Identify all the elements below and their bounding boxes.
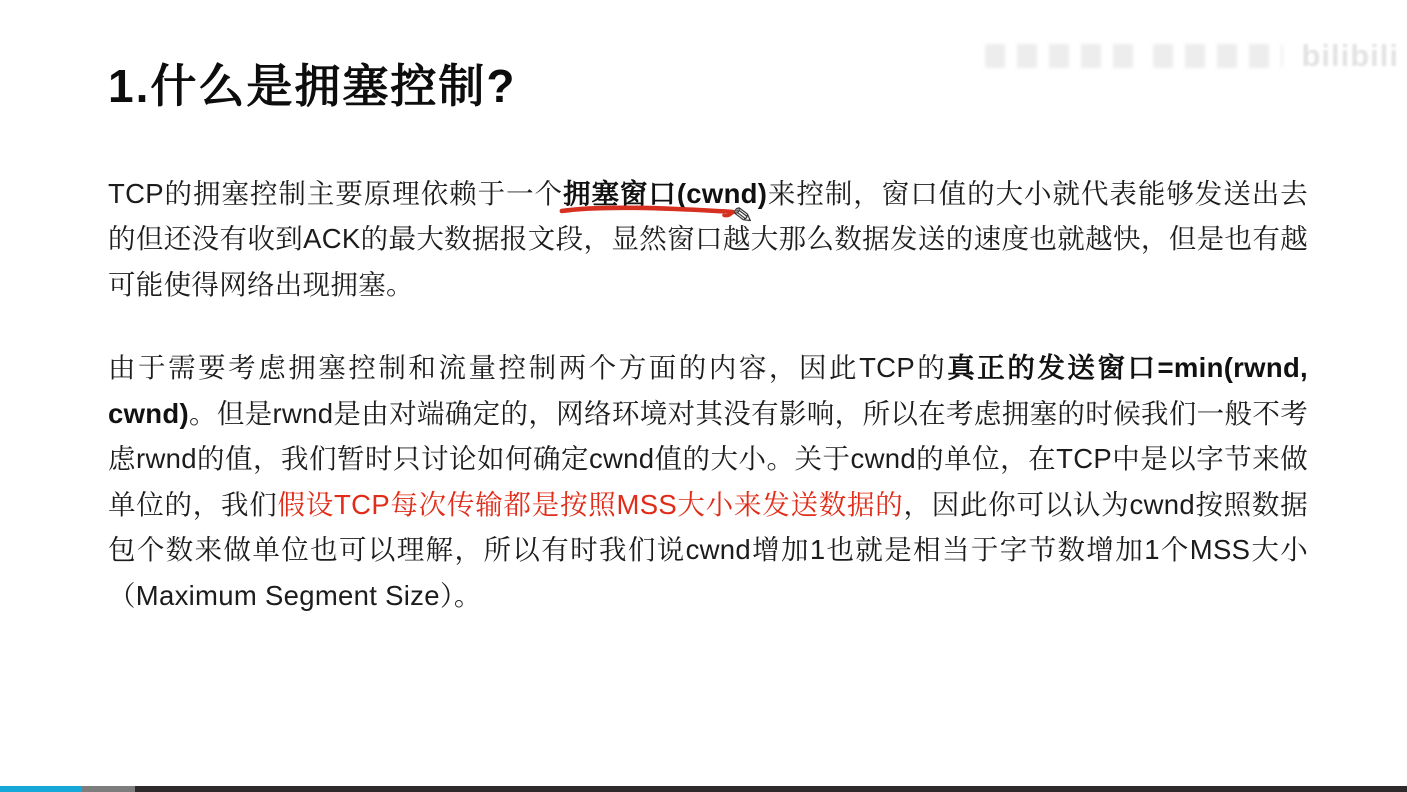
paragraph2-tail: ，因此你可以认为cwnd按照数据包个数来做单位也可以理解，所以有时我们说cwnd增加1也就是相当于字节数增加1个MSS大小（Maximum Segment Size）。 [108, 488, 1308, 611]
paragraph2-middle: 。但是rwnd是由对端确定的，网络环境对其没有影响，所以在考虑拥塞的时候我们一般不考虑rwnd的值，我们暂时只讨论如何确定cwnd值的大小。关于cwnd的单位，在TCP中是以字节来做单位的，我们 [108, 397, 1308, 520]
paragraph2-lead: 由于需要考虑拥塞控制和流量控制两个方面的内容，因此TCP的 [108, 352, 948, 384]
send-window-formula: 真正的发送窗口=min(rwnd, cwnd) [108, 352, 1308, 429]
page-title: 1.什么是拥塞控制? [108, 60, 517, 112]
bilibili-logo: bilibili [1301, 38, 1399, 73]
paragraph1-lead: TCP的拥塞控制主要原理依赖于一个 [108, 177, 563, 209]
paragraph-congestion-window [108, 171, 1308, 308]
slide-content [108, 60, 1308, 618]
video-progress-bar[interactable] [0, 786, 1407, 792]
cwnd-term-text: 拥塞窗口(cwnd) [563, 177, 768, 209]
mss-assumption-red-text: 假设TCP每次传输都是按照MSS大小来发送数据的 [277, 488, 904, 520]
cwnd-term-highlight [563, 177, 768, 232]
paragraph1-rest: 来控制，窗口值的大小就代表能够发送出去的但还没有收到ACK的最大数据报文段，显然窗口越大那么数据发送的速度也就越快，但是也有越可能使得网络出现拥塞。 [108, 177, 1308, 300]
pencil-cursor-icon: ✎ [730, 201, 755, 232]
progress-played [0, 786, 82, 792]
paragraph-send-window [108, 345, 1308, 618]
